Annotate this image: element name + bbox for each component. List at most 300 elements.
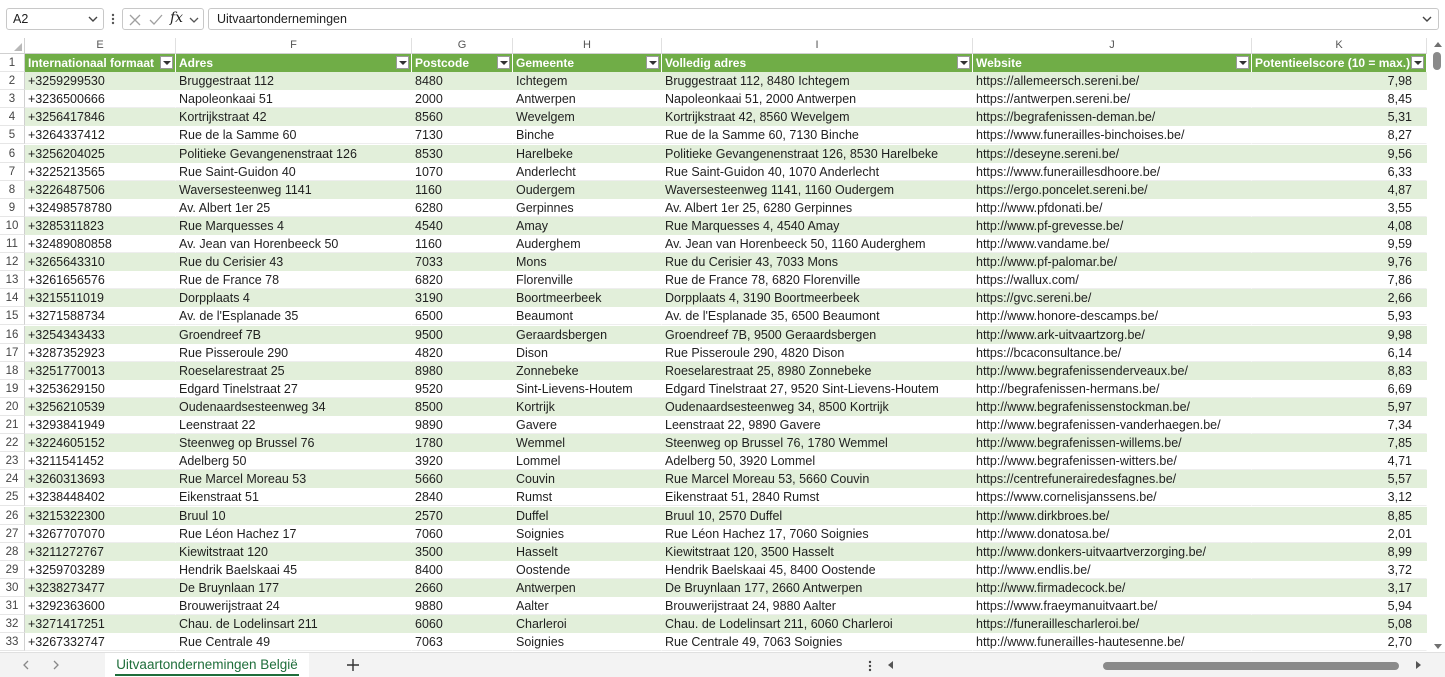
row-number[interactable]: 13 [0, 271, 25, 289]
table-cell[interactable]: Geraardsbergen [513, 326, 662, 344]
table-cell[interactable]: Lommel [513, 452, 662, 470]
table-header-cell[interactable] [176, 54, 412, 72]
table-cell[interactable]: 8500 [412, 398, 513, 416]
table-cell[interactable]: Soignies [513, 525, 662, 543]
table-cell[interactable]: +3236500666 [25, 90, 176, 108]
table-cell[interactable]: 8560 [412, 108, 513, 126]
table-header-cell[interactable] [513, 54, 662, 72]
table-cell[interactable]: Av. de l'Esplanade 35, 6500 Beaumont [662, 307, 973, 325]
table-cell[interactable]: Oostende [513, 561, 662, 579]
table-cell[interactable]: +3225213565 [25, 163, 176, 181]
table-cell[interactable]: Binche [513, 126, 662, 144]
table-cell[interactable]: http://www.firmadecock.be/ [973, 579, 1252, 597]
table-cell[interactable]: Chau. de Lodelinsart 211 [176, 615, 412, 633]
table-cell[interactable]: 5,31 [1252, 108, 1427, 126]
formula-input[interactable] [208, 8, 1439, 30]
column-header-j[interactable]: J [973, 38, 1252, 54]
table-cell[interactable]: +3238273477 [25, 579, 176, 597]
filter-dropdown-icon[interactable] [646, 56, 659, 69]
table-cell[interactable]: Sint-Lievens-Houtem [513, 380, 662, 398]
row-number[interactable]: 17 [0, 344, 25, 362]
insert-function-button[interactable]: fx [170, 10, 184, 26]
table-cell[interactable]: 6,33 [1252, 163, 1427, 181]
row-number[interactable]: 16 [0, 326, 25, 344]
table-cell[interactable]: Brouwerijstraat 24, 9880 Aalter [662, 597, 973, 615]
table-cell[interactable]: Auderghem [513, 235, 662, 253]
table-cell[interactable]: 5,57 [1252, 470, 1427, 488]
table-cell[interactable]: 5660 [412, 470, 513, 488]
table-cell[interactable]: Eikenstraat 51 [176, 488, 412, 506]
row-number[interactable]: 10 [0, 217, 25, 235]
table-cell[interactable]: 2,66 [1252, 289, 1427, 307]
table-cell[interactable]: 9,76 [1252, 253, 1427, 271]
table-cell[interactable]: 2,01 [1252, 525, 1427, 543]
row-number[interactable]: 25 [0, 488, 25, 506]
table-cell[interactable]: 8530 [412, 145, 513, 163]
table-cell[interactable]: http://www.begrafenissen-witters.be/ [973, 452, 1252, 470]
table-cell[interactable]: +3226487506 [25, 181, 176, 199]
table-cell[interactable]: Av. de l'Esplanade 35 [176, 307, 412, 325]
table-cell[interactable]: 6,14 [1252, 344, 1427, 362]
table-cell[interactable]: 7,86 [1252, 271, 1427, 289]
table-cell[interactable]: 8,45 [1252, 90, 1427, 108]
table-cell[interactable]: 3920 [412, 452, 513, 470]
filter-dropdown-icon[interactable] [957, 56, 970, 69]
table-cell[interactable]: 7,85 [1252, 434, 1427, 452]
table-cell[interactable]: http://www.begrafenissenderveaux.be/ [973, 362, 1252, 380]
table-cell[interactable]: http://www.honore-descamps.be/ [973, 307, 1252, 325]
table-cell[interactable]: Florenville [513, 271, 662, 289]
table-cell[interactable]: 2840 [412, 488, 513, 506]
table-cell[interactable]: Mons [513, 253, 662, 271]
table-cell[interactable]: 3,55 [1252, 199, 1427, 217]
table-cell[interactable]: +3211541452 [25, 452, 176, 470]
row-number[interactable]: 20 [0, 398, 25, 416]
table-cell[interactable]: Beaumont [513, 307, 662, 325]
table-cell[interactable]: +3253629150 [25, 380, 176, 398]
table-cell[interactable]: +3285311823 [25, 217, 176, 235]
chevron-down-icon[interactable] [86, 11, 100, 27]
table-cell[interactable]: Hendrik Baelskaai 45 [176, 561, 412, 579]
table-cell[interactable]: http://www.pfdonati.be/ [973, 199, 1252, 217]
table-cell[interactable]: http://www.pf-palomar.be/ [973, 253, 1252, 271]
row-number[interactable]: 21 [0, 416, 25, 434]
table-cell[interactable]: 7033 [412, 253, 513, 271]
table-cell[interactable]: 2000 [412, 90, 513, 108]
table-header-cell[interactable] [412, 54, 513, 72]
filter-dropdown-icon[interactable] [396, 56, 409, 69]
table-cell[interactable]: Rumst [513, 488, 662, 506]
filter-dropdown-icon[interactable] [1236, 56, 1249, 69]
table-cell[interactable]: +3215511019 [25, 289, 176, 307]
table-cell[interactable]: 6280 [412, 199, 513, 217]
table-cell[interactable]: Rue Marquesses 4 [176, 217, 412, 235]
table-cell[interactable]: Kortrijkstraat 42 [176, 108, 412, 126]
table-cell[interactable]: +3267332747 [25, 633, 176, 651]
table-cell[interactable]: 2660 [412, 579, 513, 597]
check-icon[interactable] [147, 11, 165, 29]
vertical-scrollbar[interactable] [1430, 38, 1445, 652]
table-cell[interactable]: Roeselarestraat 25 [176, 362, 412, 380]
table-cell[interactable]: +3287352923 [25, 344, 176, 362]
table-cell[interactable]: +32498578780 [25, 199, 176, 217]
row-number[interactable]: 7 [0, 163, 25, 181]
table-cell[interactable]: +32489080858 [25, 235, 176, 253]
table-cell[interactable]: 3,72 [1252, 561, 1427, 579]
table-cell[interactable]: Rue Marcel Moreau 53 [176, 470, 412, 488]
row-number[interactable]: 29 [0, 561, 25, 579]
table-cell[interactable]: Av. Jean van Horenbeeck 50, 1160 Auderghem [662, 235, 973, 253]
table-cell[interactable]: http://www.ark-uitvaartzorg.be/ [973, 326, 1252, 344]
table-cell[interactable]: +3256417846 [25, 108, 176, 126]
filter-dropdown-icon[interactable] [160, 56, 173, 69]
scroll-down-icon[interactable] [1434, 644, 1442, 649]
table-cell[interactable]: Rue Saint-Guidon 40, 1070 Anderlecht [662, 163, 973, 181]
table-cell[interactable]: De Bruynlaan 177, 2660 Antwerpen [662, 579, 973, 597]
table-cell[interactable]: Boortmeerbeek [513, 289, 662, 307]
more-vertical-icon[interactable] [109, 9, 117, 29]
row-number[interactable]: 12 [0, 253, 25, 271]
scroll-right-icon[interactable] [1416, 661, 1421, 669]
table-cell[interactable]: Adelberg 50 [176, 452, 412, 470]
table-cell[interactable]: Steenweg op Brussel 76 [176, 434, 412, 452]
vertical-scroll-thumb[interactable] [1433, 52, 1441, 70]
table-cell[interactable]: Aalter [513, 597, 662, 615]
name-box[interactable] [6, 8, 104, 30]
table-cell[interactable]: Gerpinnes [513, 199, 662, 217]
table-cell[interactable]: Harelbeke [513, 145, 662, 163]
table-cell[interactable]: 9880 [412, 597, 513, 615]
table-cell[interactable]: Rue Pisseroule 290 [176, 344, 412, 362]
table-cell[interactable]: Edgard Tinelstraat 27, 9520 Sint-Lievens-Houtem [662, 380, 973, 398]
row-number[interactable]: 5 [0, 126, 25, 144]
table-cell[interactable]: Oudenaardsesteenweg 34, 8500 Kortrijk [662, 398, 973, 416]
table-cell[interactable]: Groendreef 7B [176, 326, 412, 344]
table-cell[interactable]: Wemmel [513, 434, 662, 452]
row-number[interactable]: 9 [0, 199, 25, 217]
table-cell[interactable]: 3190 [412, 289, 513, 307]
table-cell[interactable]: 1160 [412, 235, 513, 253]
table-cell[interactable]: 6,69 [1252, 380, 1427, 398]
table-cell[interactable]: Antwerpen [513, 90, 662, 108]
table-cell[interactable]: Charleroi [513, 615, 662, 633]
table-cell[interactable]: Rue de France 78, 6820 Florenville [662, 271, 973, 289]
table-cell[interactable]: 4540 [412, 217, 513, 235]
table-cell[interactable]: Brouwerijstraat 24 [176, 597, 412, 615]
table-cell[interactable]: Roeselarestraat 25, 8980 Zonnebeke [662, 362, 973, 380]
table-cell[interactable]: https://begrafenissen-deman.be/ [973, 108, 1252, 126]
table-cell[interactable]: 9520 [412, 380, 513, 398]
table-cell[interactable]: Rue Centrale 49 [176, 633, 412, 651]
row-number[interactable]: 15 [0, 307, 25, 325]
table-cell[interactable]: Bruul 10 [176, 507, 412, 525]
table-cell[interactable]: Rue du Cerisier 43 [176, 253, 412, 271]
table-cell[interactable]: 3,12 [1252, 488, 1427, 506]
table-cell[interactable]: Dorpplaats 4, 3190 Boortmeerbeek [662, 289, 973, 307]
table-cell[interactable]: Av. Albert 1er 25, 6280 Gerpinnes [662, 199, 973, 217]
row-number[interactable]: 3 [0, 90, 25, 108]
table-cell[interactable]: http://www.donkers-uitvaartverzorging.be/ [973, 543, 1252, 561]
table-cell[interactable]: 4,71 [1252, 452, 1427, 470]
table-cell[interactable]: http://www.pf-grevesse.be/ [973, 217, 1252, 235]
table-cell[interactable]: https://www.cornelisjanssens.be/ [973, 488, 1252, 506]
table-cell[interactable]: Bruggestraat 112 [176, 72, 412, 90]
row-number[interactable]: 24 [0, 470, 25, 488]
add-sheet-icon[interactable] [344, 656, 362, 674]
table-cell[interactable]: 9,59 [1252, 235, 1427, 253]
table-cell[interactable]: Groendreef 7B, 9500 Geraardsbergen [662, 326, 973, 344]
table-cell[interactable]: https://www.fraeymanuitvaart.be/ [973, 597, 1252, 615]
table-cell[interactable]: 5,08 [1252, 615, 1427, 633]
table-cell[interactable]: https://antwerpen.sereni.be/ [973, 90, 1252, 108]
row-number[interactable]: 2 [0, 72, 25, 90]
table-cell[interactable]: Rue Marcel Moreau 53, 5660 Couvin [662, 470, 973, 488]
scroll-up-icon[interactable] [1434, 42, 1442, 47]
table-cell[interactable]: Rue Léon Hachez 17, 7060 Soignies [662, 525, 973, 543]
row-number[interactable]: 22 [0, 434, 25, 452]
row-number[interactable]: 18 [0, 362, 25, 380]
table-cell[interactable]: 7060 [412, 525, 513, 543]
column-header-e[interactable]: E [25, 38, 176, 54]
table-cell[interactable]: 8400 [412, 561, 513, 579]
table-cell[interactable]: Chau. de Lodelinsart 211, 6060 Charleroi [662, 615, 973, 633]
table-cell[interactable]: Av. Jean van Horenbeeck 50 [176, 235, 412, 253]
column-header-k[interactable]: K [1252, 38, 1427, 54]
table-cell[interactable]: 1160 [412, 181, 513, 199]
table-cell[interactable]: Amay [513, 217, 662, 235]
row-number[interactable]: 1 [0, 54, 25, 72]
table-cell[interactable]: 8,83 [1252, 362, 1427, 380]
table-cell[interactable]: +3238448402 [25, 488, 176, 506]
table-cell[interactable]: 6060 [412, 615, 513, 633]
filter-dropdown-icon[interactable] [497, 56, 510, 69]
table-cell[interactable]: https://ergo.poncelet.sereni.be/ [973, 181, 1252, 199]
table-cell[interactable]: +3211272767 [25, 543, 176, 561]
table-cell[interactable]: Rue Saint-Guidon 40 [176, 163, 412, 181]
table-cell[interactable]: 8,99 [1252, 543, 1427, 561]
table-cell[interactable]: 7063 [412, 633, 513, 651]
table-cell[interactable]: 8480 [412, 72, 513, 90]
table-cell[interactable]: Edgard Tinelstraat 27 [176, 380, 412, 398]
table-cell[interactable]: Av. Albert 1er 25 [176, 199, 412, 217]
expand-formula-icon[interactable] [1420, 12, 1434, 26]
table-cell[interactable]: http://www.begrafenissenstockman.be/ [973, 398, 1252, 416]
previous-sheet-icon[interactable] [20, 659, 32, 671]
table-cell[interactable]: 7,34 [1252, 416, 1427, 434]
table-cell[interactable]: Wevelgem [513, 108, 662, 126]
table-cell[interactable]: 8,27 [1252, 126, 1427, 144]
table-cell[interactable]: 2,70 [1252, 633, 1427, 651]
row-number[interactable]: 11 [0, 235, 25, 253]
row-number[interactable]: 26 [0, 507, 25, 525]
table-header-cell[interactable] [662, 54, 973, 72]
table-cell[interactable]: +3215322300 [25, 507, 176, 525]
row-number[interactable]: 4 [0, 108, 25, 126]
table-cell[interactable]: Kiewitstraat 120 [176, 543, 412, 561]
table-cell[interactable]: Antwerpen [513, 579, 662, 597]
row-number[interactable]: 19 [0, 380, 25, 398]
table-cell[interactable]: Hendrik Baelskaai 45, 8400 Oostende [662, 561, 973, 579]
table-cell[interactable]: +3267707070 [25, 525, 176, 543]
sheet-tab-active[interactable] [105, 653, 309, 677]
select-all-button[interactable] [0, 38, 25, 54]
row-number[interactable]: 14 [0, 289, 25, 307]
table-cell[interactable]: 5,93 [1252, 307, 1427, 325]
table-cell[interactable]: Waversesteenweg 1141 [176, 181, 412, 199]
table-cell[interactable]: https://www.funeraillesdhoore.be/ [973, 163, 1252, 181]
table-cell[interactable]: Waversesteenweg 1141, 1160 Oudergem [662, 181, 973, 199]
table-cell[interactable]: http://begrafenissen-hermans.be/ [973, 380, 1252, 398]
table-cell[interactable]: https://bcaconsultance.be/ [973, 344, 1252, 362]
table-cell[interactable]: 7130 [412, 126, 513, 144]
table-cell[interactable]: https://centrefunerairedesfagnes.be/ [973, 470, 1252, 488]
table-cell[interactable]: Politieke Gevangenenstraat 126 [176, 145, 412, 163]
table-cell[interactable]: https://www.funerailles-binchoises.be/ [973, 126, 1252, 144]
table-header-cell[interactable] [973, 54, 1252, 72]
table-cell[interactable]: http://www.begrafenissen-willems.be/ [973, 434, 1252, 452]
table-cell[interactable]: 6500 [412, 307, 513, 325]
table-cell[interactable]: https://wallux.com/ [973, 271, 1252, 289]
table-cell[interactable]: Kiewitstraat 120, 3500 Hasselt [662, 543, 973, 561]
table-cell[interactable]: Oudergem [513, 181, 662, 199]
table-cell[interactable]: 4820 [412, 344, 513, 362]
table-cell[interactable]: +3259703289 [25, 561, 176, 579]
next-sheet-icon[interactable] [50, 659, 62, 671]
column-header-h[interactable]: H [513, 38, 662, 54]
table-cell[interactable]: +3271588734 [25, 307, 176, 325]
table-header-cell[interactable] [1252, 54, 1427, 72]
table-cell[interactable]: +3260313693 [25, 470, 176, 488]
table-cell[interactable]: Leenstraat 22 [176, 416, 412, 434]
column-header-i[interactable]: I [662, 38, 973, 54]
table-cell[interactable]: Rue de la Samme 60, 7130 Binche [662, 126, 973, 144]
table-header-cell[interactable] [25, 54, 176, 72]
table-cell[interactable]: http://www.funerailles-hautesenne.be/ [973, 633, 1252, 651]
table-cell[interactable]: 4,08 [1252, 217, 1427, 235]
row-number[interactable]: 30 [0, 579, 25, 597]
table-cell[interactable]: https://deseyne.sereni.be/ [973, 145, 1252, 163]
row-number[interactable]: 27 [0, 525, 25, 543]
table-cell[interactable]: http://www.endlis.be/ [973, 561, 1252, 579]
table-cell[interactable]: +3293841949 [25, 416, 176, 434]
table-cell[interactable]: http://www.dirkbroes.be/ [973, 507, 1252, 525]
table-cell[interactable]: 8,85 [1252, 507, 1427, 525]
table-cell[interactable]: +3224605152 [25, 434, 176, 452]
table-cell[interactable]: 9890 [412, 416, 513, 434]
row-number[interactable]: 28 [0, 543, 25, 561]
table-cell[interactable]: +3251770013 [25, 362, 176, 380]
table-cell[interactable]: Kortrijkstraat 42, 8560 Wevelgem [662, 108, 973, 126]
table-cell[interactable]: http://www.donatosa.be/ [973, 525, 1252, 543]
scroll-left-icon[interactable] [888, 661, 893, 669]
table-cell[interactable]: https://allemeersch.sereni.be/ [973, 72, 1252, 90]
table-cell[interactable]: 1070 [412, 163, 513, 181]
table-cell[interactable]: Gavere [513, 416, 662, 434]
table-cell[interactable]: 5,97 [1252, 398, 1427, 416]
table-cell[interactable]: Duffel [513, 507, 662, 525]
cancel-icon[interactable] [126, 11, 144, 29]
table-cell[interactable]: +3254343433 [25, 326, 176, 344]
table-cell[interactable]: Rue Léon Hachez 17 [176, 525, 412, 543]
table-cell[interactable]: 2570 [412, 507, 513, 525]
table-cell[interactable]: +3256204025 [25, 145, 176, 163]
table-cell[interactable]: 9500 [412, 326, 513, 344]
table-cell[interactable]: +3292363600 [25, 597, 176, 615]
table-cell[interactable]: 4,87 [1252, 181, 1427, 199]
table-cell[interactable]: Politieke Gevangenenstraat 126, 8530 Harelbeke [662, 145, 973, 163]
column-header-g[interactable]: G [412, 38, 513, 54]
table-cell[interactable]: +3261656576 [25, 271, 176, 289]
table-cell[interactable]: 1780 [412, 434, 513, 452]
horizontal-scroll-thumb[interactable] [1103, 662, 1399, 670]
row-number[interactable]: 32 [0, 615, 25, 633]
table-cell[interactable]: 5,94 [1252, 597, 1427, 615]
table-cell[interactable]: Napoleonkaai 51 [176, 90, 412, 108]
table-cell[interactable]: Soignies [513, 633, 662, 651]
row-number[interactable]: 31 [0, 597, 25, 615]
table-cell[interactable]: Rue Marquesses 4, 4540 Amay [662, 217, 973, 235]
table-cell[interactable]: Oudenaardsesteenweg 34 [176, 398, 412, 416]
table-cell[interactable]: 6820 [412, 271, 513, 289]
table-cell[interactable]: +3256210539 [25, 398, 176, 416]
row-number[interactable]: 8 [0, 181, 25, 199]
column-header-f[interactable]: F [176, 38, 412, 54]
table-cell[interactable]: Adelberg 50, 3920 Lommel [662, 452, 973, 470]
table-cell[interactable]: Steenweg op Brussel 76, 1780 Wemmel [662, 434, 973, 452]
chevron-down-icon[interactable] [187, 11, 201, 29]
table-cell[interactable]: Dorpplaats 4 [176, 289, 412, 307]
table-cell[interactable]: Anderlecht [513, 163, 662, 181]
table-cell[interactable]: 7,98 [1252, 72, 1427, 90]
table-cell[interactable]: Rue de la Samme 60 [176, 126, 412, 144]
table-cell[interactable]: 3,17 [1252, 579, 1427, 597]
table-cell[interactable]: Kortrijk [513, 398, 662, 416]
table-cell[interactable]: Bruggestraat 112, 8480 Ichtegem [662, 72, 973, 90]
table-cell[interactable]: Leenstraat 22, 9890 Gavere [662, 416, 973, 434]
table-cell[interactable]: Rue Centrale 49, 7063 Soignies [662, 633, 973, 651]
table-cell[interactable]: Zonnebeke [513, 362, 662, 380]
table-cell[interactable]: http://www.begrafenissen-vanderhaegen.be/ [973, 416, 1252, 434]
table-cell[interactable]: 9,98 [1252, 326, 1427, 344]
table-cell[interactable]: Ichtegem [513, 72, 662, 90]
table-cell[interactable]: Dison [513, 344, 662, 362]
filter-dropdown-icon[interactable] [1411, 56, 1424, 69]
more-vertical-icon[interactable] [867, 659, 873, 673]
table-cell[interactable]: 8980 [412, 362, 513, 380]
row-number[interactable]: 23 [0, 452, 25, 470]
table-cell[interactable]: +3264337412 [25, 126, 176, 144]
table-cell[interactable]: Bruul 10, 2570 Duffel [662, 507, 973, 525]
table-cell[interactable]: Couvin [513, 470, 662, 488]
table-cell[interactable]: +3271417251 [25, 615, 176, 633]
row-number[interactable]: 33 [0, 633, 25, 651]
table-cell[interactable]: Rue du Cerisier 43, 7033 Mons [662, 253, 973, 271]
table-cell[interactable]: https://gvc.sereni.be/ [973, 289, 1252, 307]
table-cell[interactable]: +3265643310 [25, 253, 176, 271]
row-number[interactable]: 6 [0, 145, 25, 163]
table-cell[interactable]: De Bruynlaan 177 [176, 579, 412, 597]
table-cell[interactable]: Napoleonkaai 51, 2000 Antwerpen [662, 90, 973, 108]
table-cell[interactable]: +3259299530 [25, 72, 176, 90]
table-cell[interactable]: Hasselt [513, 543, 662, 561]
table-cell[interactable]: Rue Pisseroule 290, 4820 Dison [662, 344, 973, 362]
table-cell[interactable]: Eikenstraat 51, 2840 Rumst [662, 488, 973, 506]
table-cell[interactable]: 9,56 [1252, 145, 1427, 163]
table-cell[interactable]: 3500 [412, 543, 513, 561]
table-cell[interactable]: Rue de France 78 [176, 271, 412, 289]
table-cell[interactable]: http://www.vandame.be/ [973, 235, 1252, 253]
table-cell[interactable]: https://funeraillescharleroi.be/ [973, 615, 1252, 633]
